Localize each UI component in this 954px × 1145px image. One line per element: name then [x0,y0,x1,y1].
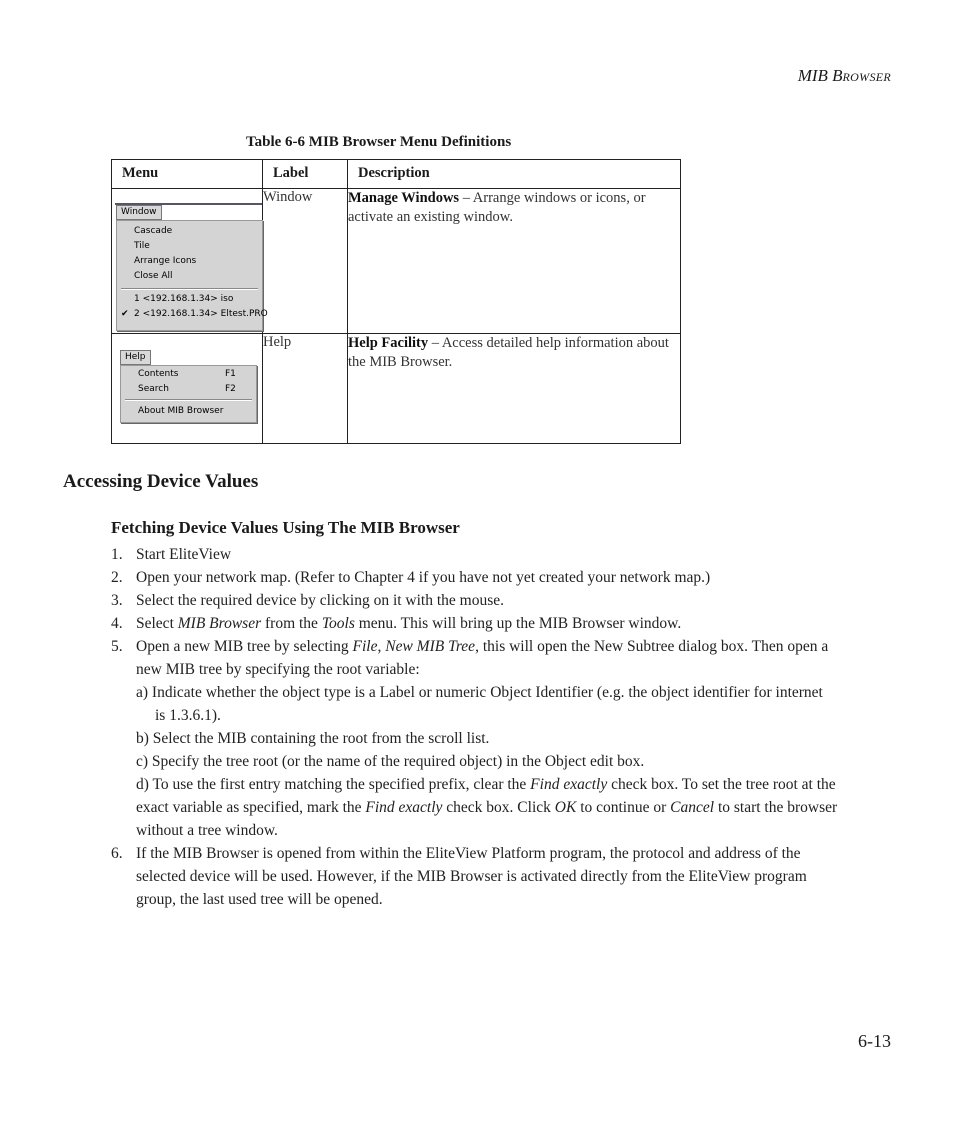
menu-screenshot-cell [112,334,263,444]
description-cell [348,189,681,334]
menu-item-contents: Contents [138,369,179,379]
window-menu-screenshot [113,203,268,333]
subsection-title: Fetching Device Values Using The MIB Browser [111,518,460,537]
step-text: Open your network map. (Refer to Chapter 4 if you have not yet created your network map.) [136,569,711,586]
column-header-label: Label [263,160,348,189]
help-menu-title: Help [120,350,151,365]
substep-text: d) To use the first entry matching the specified prefix, clear the Find exactly check box. To set the tree root at the [136,776,836,793]
menu-item-window-2: 2 <192.168.1.34> Eltest.PRO [134,309,268,319]
step-text: group, the last used tree will be opened. [136,891,383,908]
substep-text: c) Specify the tree root (or the name of the required object) in the Object edit box. [136,753,645,770]
menu-screenshot-cell [112,189,268,334]
step-number: 1. [111,546,123,563]
table-header-row [112,160,681,189]
substep-text: b) Select the MIB containing the root from the scroll list. [136,730,490,747]
substep-text: a) Indicate whether the object type is a Label or numeric Object Identifier (e.g. the object identifier for internet [136,684,823,701]
description-text: – Arrange windows or icons, or activate an existing window. [348,190,646,225]
substep-text: exact variable as specified, mark the Find exactly check box. Click OK to continue or Cancel to start the browser [136,799,838,816]
table-row [112,334,681,444]
step-text: new MIB tree by specifying the root variable: [136,661,420,678]
menu-accelerator: F2 [225,384,236,394]
substep-text: is 1.3.6.1). [155,707,221,724]
menu-separator [125,399,252,401]
table-caption: Table 6-6 MIB Browser Menu Definitions [246,134,512,150]
label-cell: Help [263,334,348,444]
running-header: MIB BROWSER [797,66,891,85]
description-term: Manage Windows [348,190,460,206]
page-number: 6-13 [858,1031,891,1051]
step-text: If the MIB Browser is opened from within the EliteView Platform program, the protocol and address of the [136,845,801,862]
window-menu-dropdown [116,220,268,331]
description-cell [348,334,681,444]
menu-definitions-table [111,159,681,444]
menu-item-window-1: 1 <192.168.1.34> iso [134,294,234,304]
step-number: 5. [111,638,123,655]
step-text: Select the required device by clicking on it with the mouse. [136,592,505,609]
column-header-description: Description [348,160,681,189]
description-term: Help Facility [348,335,429,351]
substep-text: without a tree window. [136,822,278,839]
step-text: Open a new MIB tree by selecting File, New MIB Tree, this will open the New Subtree dialog box. Then open a [136,638,829,655]
column-header-menu: Menu [112,160,263,189]
step-number: 4. [111,615,123,632]
description-text: – Access detailed help information about the MIB Browser. [348,335,669,370]
section-title: Accessing Device Values [63,471,259,492]
menu-item-close-all: Close All [134,271,173,281]
menu-accelerator: F1 [225,369,236,379]
help-menu-dropdown [120,365,257,423]
step-text: Start EliteView [136,546,232,563]
step-text: selected device will be used. However, if the MIB Browser is activated directly from the EliteView program [136,868,807,885]
menu-separator [121,288,258,290]
menu-item-tile: Tile [134,241,150,251]
menu-item-search: Search [138,384,169,394]
menu-item-about: About MIB Browser [138,406,224,416]
checkmark-icon: ✔ [121,309,129,319]
table-row [112,189,681,334]
label-cell: Window [263,189,348,334]
menu-item-arrange-icons: Arrange Icons [134,256,197,266]
step-text: Select MIB Browser from the Tools menu. This will bring up the MIB Browser window. [136,615,682,632]
step-number: 2. [111,569,123,586]
help-menu-screenshot [113,348,262,443]
menu-item-cascade: Cascade [134,226,173,236]
window-menu-title: Window [116,205,162,220]
step-number: 6. [111,845,123,862]
step-number: 3. [111,592,123,609]
